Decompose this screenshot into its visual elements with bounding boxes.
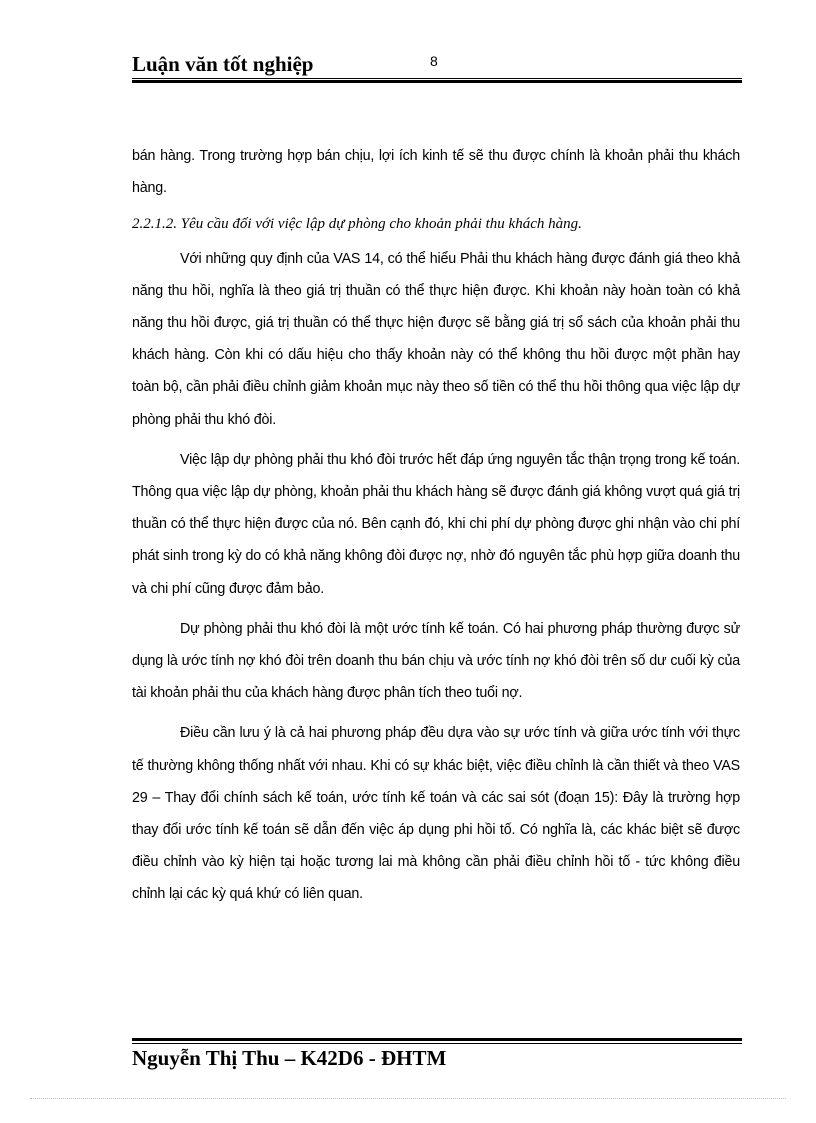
- body-paragraph: Điều cần lưu ý là cả hai phương pháp đều dựa vào sự ước tính và giữa ước tính với thực tế thường không thống nhất với nhau. Khi có sự khác biệt, việc điều chỉnh là cần thiết và theo VAS 29 – Thay đổi chính sách kế toán, ước tính kế toán và các sai sót (đoạn 15): Đây là trường hợp thay đổi ước tính kế toán sẽ dẫn đến việc áp dụng phi hồi tố. Có nghĩa là, các khác biệt sẽ được điều chỉnh vào kỳ hiện tại hoặc tương lai mà không cần phải điều chỉnh hồi tố - tức không điều chỉnh lại các kỳ quá khứ có liên quan.: [132, 725, 740, 903]
- footer-author: Nguyễn Thị Thu – K42D6 - ĐHTM: [132, 1046, 447, 1070]
- footer-rule-thin: [132, 1043, 742, 1044]
- document-body: [132, 140, 740, 911]
- header-title: Luận văn tốt nghiệp: [132, 52, 314, 76]
- page-header: [132, 50, 742, 80]
- footer-rule-thick: [132, 1038, 742, 1041]
- body-paragraph: Dự phòng phải thu khó đòi là một ước tính kế toán. Có hai phương pháp thường được sử dụng là ước tính nợ khó đòi trên doanh thu bán chịu và ước tính nợ khó đòi trên số dư cuối kỳ của tài khoản phải thu của khách hàng được phân tích theo tuổi nợ.: [132, 620, 740, 702]
- page-edge-divider: [30, 1098, 786, 1099]
- body-paragraph: Việc lập dự phòng phải thu khó đòi trước hết đáp ứng nguyên tắc thận trọng trong kế toán. Thông qua việc lập dự phòng, khoản phải thu khách hàng sẽ được đánh giá không vượt quá giá trị thuần có thể thực hiện được của nó. Bên cạnh đó, khi chi phí dự phòng được ghi nhận vào chi phí phát sinh trong kỳ do có khả năng không đòi được nợ, nhờ đó nguyên tắc phù hợp giữa doanh thu và chi phí cũng được đảm bảo.: [132, 451, 740, 597]
- section-heading: 2.2.1.2. Yêu cầu đối với việc lập dự phòng cho khoản phải thu khách hàng.: [132, 216, 582, 233]
- page-number: 8: [430, 53, 438, 69]
- body-paragraph: Với những quy định của VAS 14, có thể hiểu Phải thu khách hàng được đánh giá theo khả năng thu hồi, nghĩa là theo giá trị thuần có thể thực hiện được. Khi khoản này hoàn toàn có khả năng thu hồi được, giá trị thuần có thể thực hiện được sẽ bằng giá trị sổ sách của khoản phải thu khách hàng. Còn khi có dấu hiệu cho thấy khoản này có thể không thu hồi được một phần hay toàn bộ, cần phải điều chỉnh giảm khoản mục này theo số tiền có thể thu hồi thông qua việc lập dự phòng phải thu khó đòi.: [132, 250, 740, 428]
- header-rule-thick: [132, 80, 742, 83]
- intro-paragraph: bán hàng. Trong trường hợp bán chịu, lợi ích kinh tế sẽ thu được chính là khoản phải thu khách hàng.: [132, 148, 740, 197]
- header-rule-thin: [132, 78, 742, 79]
